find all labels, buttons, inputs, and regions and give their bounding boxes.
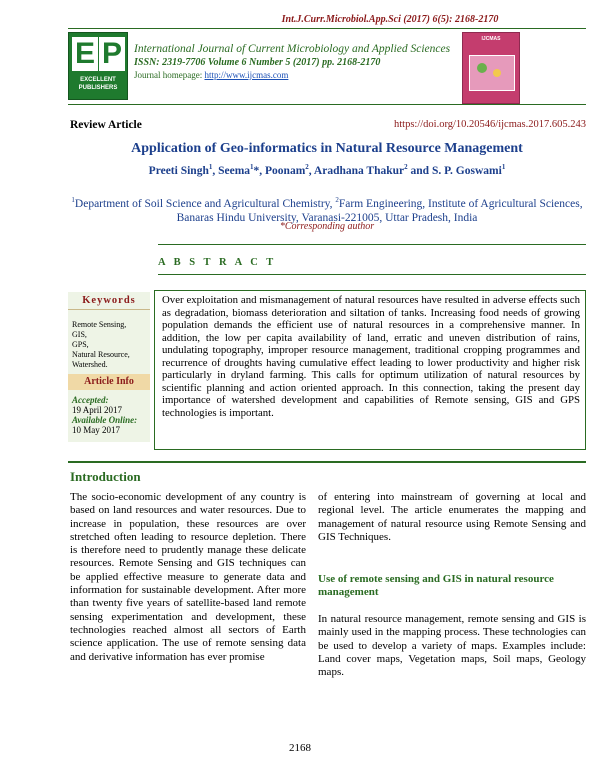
journal-homepage — [134, 70, 288, 80]
journal-cover-image — [462, 32, 520, 104]
author-name: Poonam — [265, 164, 306, 177]
cover-decoration — [493, 69, 501, 77]
body-column-left: The socio-economic development of any country is based on land resources and water resources. Due to increase in population, these resources are over stretched often leading to resource depletion. There is therefore need to prudently manage these delicate resources. Remote Sensing and GIS techniques can be applied effective measure to generate data and information for sustainable development. After more than twenty five years of satellite-based land remote sensing experimentation and development, these technologies reached almost all sectors of Earth science application. The use of remote sensing data and derivative information has ever promise — [70, 491, 306, 663]
logo-letter-p: P — [99, 37, 125, 71]
cover-title: IJCMAS — [481, 36, 501, 42]
affiliation-part: Department of Soil Science and Agricultural Chemistry, — [74, 197, 336, 210]
accepted-label: Accepted: — [72, 395, 109, 405]
homepage-link[interactable]: http://www.ijcmas.com — [204, 70, 289, 80]
journal-citation: Int.J.Curr.Microbiol.App.Sci (2017) 6(5): 2168-2170 — [281, 14, 499, 25]
header-bottom-rule — [68, 104, 586, 105]
body-column-right-paragraph: In natural resource management, remote sensing and GIS is mainly used in the mapping process. These technologies can be used to develop a variety of maps. Examples include: Land cover maps, Vegetation maps, Soil maps, Geology maps. — [318, 613, 586, 679]
online-label: Available Online: — [72, 415, 138, 425]
doi-text[interactable]: https://doi.org/10.20546/ijcmas.2017.605.243 — [393, 119, 586, 130]
logo-text-line2: PUBLISHERS — [78, 85, 118, 91]
journal-title: International Journal of Current Microbiology and Applied Sciences — [134, 43, 451, 55]
abstract-heading: A B S T R A C T — [158, 257, 277, 268]
article-info-heading: Article Info — [68, 374, 150, 390]
keyword-item: GPS, — [72, 340, 89, 349]
abstract-rule — [158, 274, 586, 275]
author-name: Preeti Singh — [148, 164, 209, 177]
keyword-item: Natural Resource, — [72, 350, 130, 359]
author-affiliation-sup: 1 — [250, 163, 254, 171]
body-rule — [68, 461, 586, 463]
article-type: Review Article — [70, 119, 142, 131]
author-list: Preeti Singh$^1$, Seema$^1$*, Poonam$^2$, Aradhana Thakur$^2$ and S. P. Goswami$^1$ — [148, 163, 506, 177]
introduction-heading: Introduction — [70, 469, 141, 484]
affiliation-sup: 2 — [335, 196, 339, 204]
affiliation-sup: 1 — [71, 196, 75, 204]
body-column-right-paragraph: of entering into mainstream of governing at local and regional level. The article enumerates the mapping and management of natural resource using Remote Sensing and GIS Techniques. — [318, 491, 586, 543]
online-date: 10 May 2017 — [72, 425, 120, 435]
logo-letter-e: E — [72, 37, 98, 71]
accepted-date: 19 April 2017 — [72, 405, 123, 415]
keywords-heading: Keywords — [68, 295, 150, 310]
author-affiliation-sup: 2 — [305, 163, 309, 171]
author-name: Aradhana Thakur — [313, 164, 405, 177]
author-affiliation-sup: 1 — [501, 163, 506, 171]
author-affiliation-sup: 1 — [208, 163, 213, 171]
keyword-item: Remote Sensing, — [72, 320, 127, 329]
corresponding-mark: * — [253, 164, 260, 177]
affiliation-part: Farm Engineering, Institute of Agricultural Sciences, Banaras Hindu University, Varanasi-221005, Uttar Pradesh, India — [176, 197, 583, 224]
abstract-text: Over exploitation and mismanagement of natural resources have resulted in adverse effects such as degradation, biomass deterioration and siltation of tanks. Increasing food needs of growing population demands the efficient use of natural resources in a comprehensive manner. In addition, the low per capita availability of land, erratic and uneven distribution of rains, undulating topography, improper resource management, traditional cropping programmes and recurrence of droughts having cumulative effect leading to lower productivity and higher risk particularly in dryland farming. This calls for optimum utilization of natural resources by scientific planning and action oriented approach. In this connection, taking the present day importance of watershed development and capabilities of Remote sensing, GIS and GPS technologies is important. — [162, 294, 580, 419]
paper-title: Application of Geo-informatics in Natural Resource Management — [131, 141, 523, 156]
page-number: 2168 — [289, 742, 311, 754]
author-affiliation-sup: 2 — [404, 163, 408, 171]
section-subheading: Use of remote sensing and GIS in natural resource management — [318, 573, 554, 599]
abstract-rule — [158, 244, 586, 245]
doi-link[interactable] — [320, 119, 586, 130]
article-info — [72, 395, 152, 435]
author-name: Seema — [218, 164, 251, 177]
keywords-list — [72, 320, 152, 370]
author-name: S. P. Goswami — [431, 164, 502, 177]
homepage-label: Journal homepage: — [134, 70, 205, 80]
keyword-item: Watershed. — [72, 360, 108, 369]
header-rule — [68, 28, 586, 29]
keyword-item: GIS, — [72, 330, 87, 339]
cover-decoration — [477, 63, 487, 73]
publisher-logo — [68, 32, 128, 100]
corresponding-author-note: *Corresponding author — [279, 221, 375, 232]
cover-picture — [469, 55, 515, 91]
logo-text-line1: EXCELLENT — [80, 77, 116, 83]
issn-line: ISSN: 2319-7706 Volume 6 Number 5 (2017) pp. 2168-2170 — [134, 57, 381, 68]
